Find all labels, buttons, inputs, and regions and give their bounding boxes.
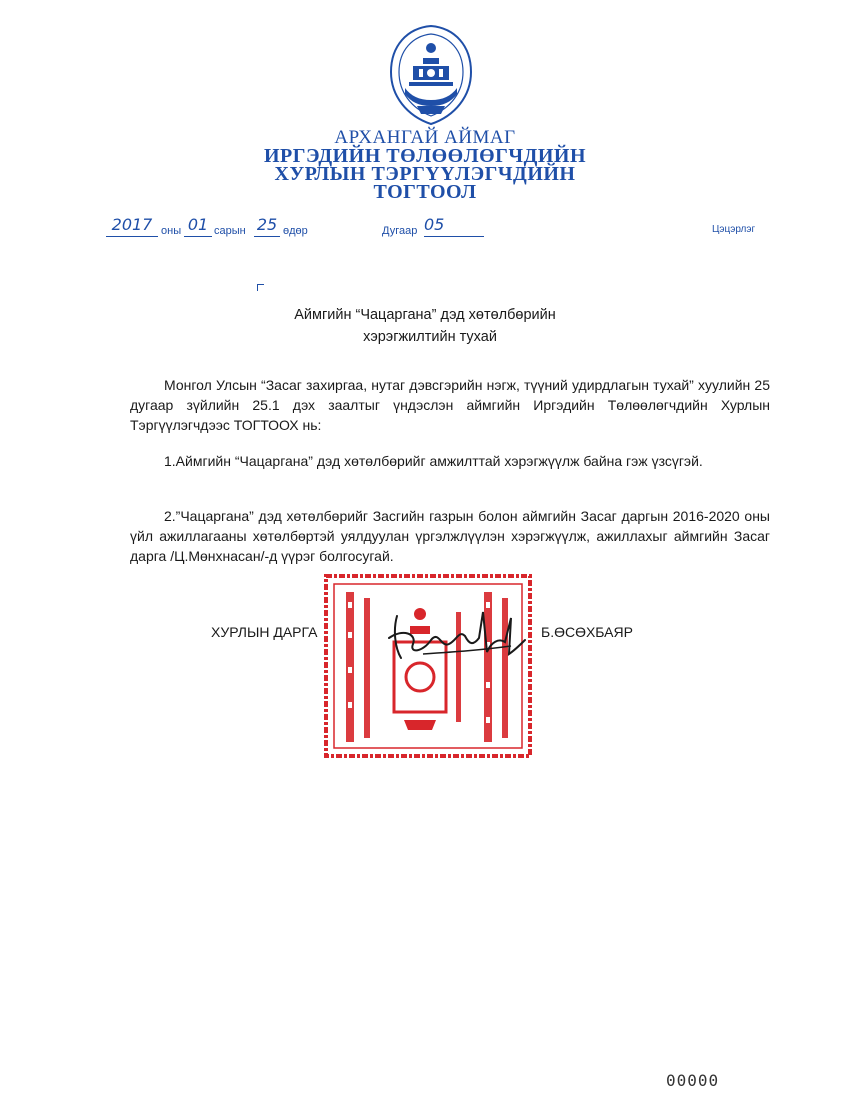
year-label: оны <box>161 225 182 237</box>
subject-corner-mark <box>257 284 264 291</box>
signatory-title: ХУРЛЫН ДАРГА <box>211 624 318 640</box>
date-year: 2017 <box>106 215 158 237</box>
header-presidium: ХУРЛЫН ТЭРГҮҮЛЭГЧДИЙН <box>274 163 576 185</box>
day-label: өдөр <box>283 225 308 237</box>
number-label: Дугаар <box>382 225 418 237</box>
preamble-paragraph: Монгол Улсын “Засаг захиргаа, нутаг дэвсгэрийн нэгж, түүний удирдлагын тухай” хуулийн 25 дугаар зүйлийн 25.1 дэх заалтыг үндэслэн аймгийн Иргэдийн Төлөөлөгчдийн Хурлын Тэргүүлэгчдээс ТОГТООХ нь: <box>130 377 770 433</box>
resolution-number: 05 <box>424 215 484 237</box>
date-day: 25 <box>254 215 280 237</box>
header-resolution: ТОГТООЛ <box>373 181 477 203</box>
handwritten-signature-icon <box>383 608 528 668</box>
signatory-name: Б.ӨСӨХБАЯР <box>541 624 633 640</box>
month-label: сарын <box>214 225 246 237</box>
header-province: АРХАНГАЙ АЙМАГ <box>334 127 516 148</box>
document-serial-number: 00000 <box>666 1071 720 1090</box>
header-council: ИРГЭДИЙН ТӨЛӨӨЛӨГЧДИЙН <box>263 145 586 167</box>
date-month: 01 <box>184 215 212 237</box>
state-emblem-icon <box>385 22 477 128</box>
resolution-item-1: 1.Аймгийн “Чацаргана” дэд хөтөлбөрийг амжилттай хэрэгжүүлж байна гэж үзсүгэй. <box>164 453 703 469</box>
subject-line-1: Аймгийн “Чацаргана” дэд хөтөлбөрийн <box>294 307 556 323</box>
subject <box>0 304 850 348</box>
place-name: Цэцэрлэг <box>712 224 756 235</box>
resolution-item-2: 2.”Чацаргана” дэд хөтөлбөрийг Засгийн газрын болон аймгийн Засаг даргын 2016-2020 оны үйл ажиллагааны хөтөлбөртэй уялдуулан үргэлжлүүлэн хэрэгжүүлж, ажиллахыг аймгийн Засаг дарга /Ц.Мөнхнасан/-д үүрэг болгосугай. <box>130 508 770 564</box>
subject-line-2: хэрэгжилтийн тухай <box>363 329 497 345</box>
